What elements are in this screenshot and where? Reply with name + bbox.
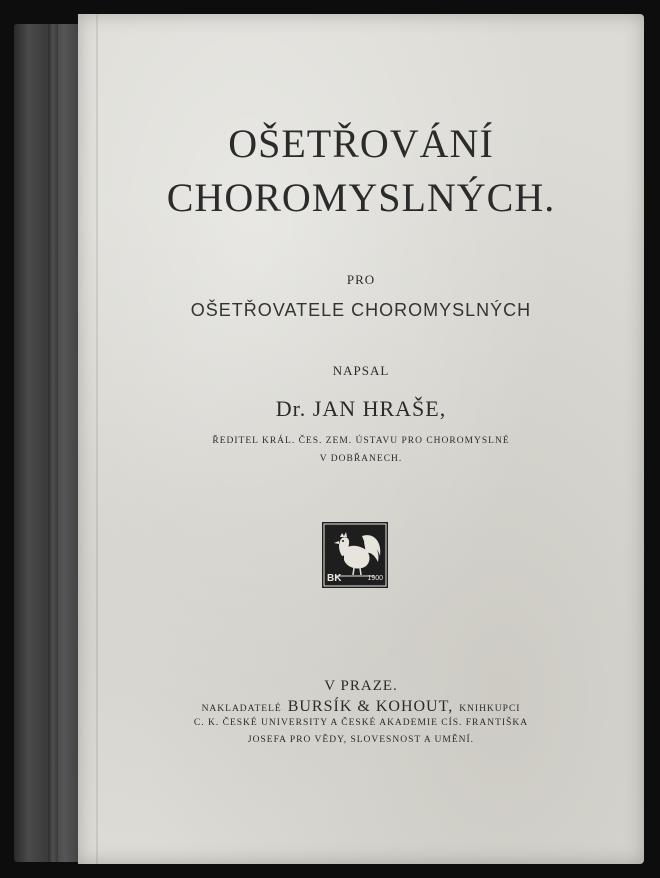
emblem-monogram: BK — [327, 573, 342, 584]
publisher-line-2: C. K. ČESKÉ UNIVERSITY A ČESKÉ AKADEMIE CÍS. FRANTIŠKA — [193, 718, 529, 728]
publisher-line-1 — [78, 698, 644, 716]
pro-label: PRO — [346, 272, 376, 287]
publisher-suffix: KNIHKUPCI — [459, 704, 521, 714]
book-spine — [14, 24, 86, 862]
author-role-line-1: ŘEDITEL KRÁL. ČES. ZEM. ÚSTAVU PRO CHOROMYSLNÉ — [212, 436, 510, 446]
publisher-prefix: NAKLADATELÉ — [201, 704, 282, 714]
emblem-year: 1900 — [367, 575, 383, 582]
publisher-emblem — [322, 522, 388, 588]
napsal-label: NAPSAL — [332, 363, 390, 378]
author-role-line-2: V DOBŘANECH. — [319, 454, 403, 464]
book — [12, 14, 644, 864]
subtitle: OŠETŘOVATELE CHOROMYSLNÝCH — [190, 300, 532, 320]
book-cover — [78, 14, 644, 864]
title-line-1: OŠETŘOVÁNÍ — [228, 121, 494, 166]
title-line-2: CHOROMYSLNÝCH. — [166, 175, 556, 220]
publication-place: V PRAZE. — [324, 678, 398, 694]
publisher-name: BURSÍK & KOHOUT, — [287, 698, 454, 715]
author-name: Dr. JAN HRAŠE, — [275, 396, 447, 421]
publisher-line-3: JOSEFA PRO VĚDY, SLOVESNOST A UMĚNÍ. — [247, 735, 475, 745]
